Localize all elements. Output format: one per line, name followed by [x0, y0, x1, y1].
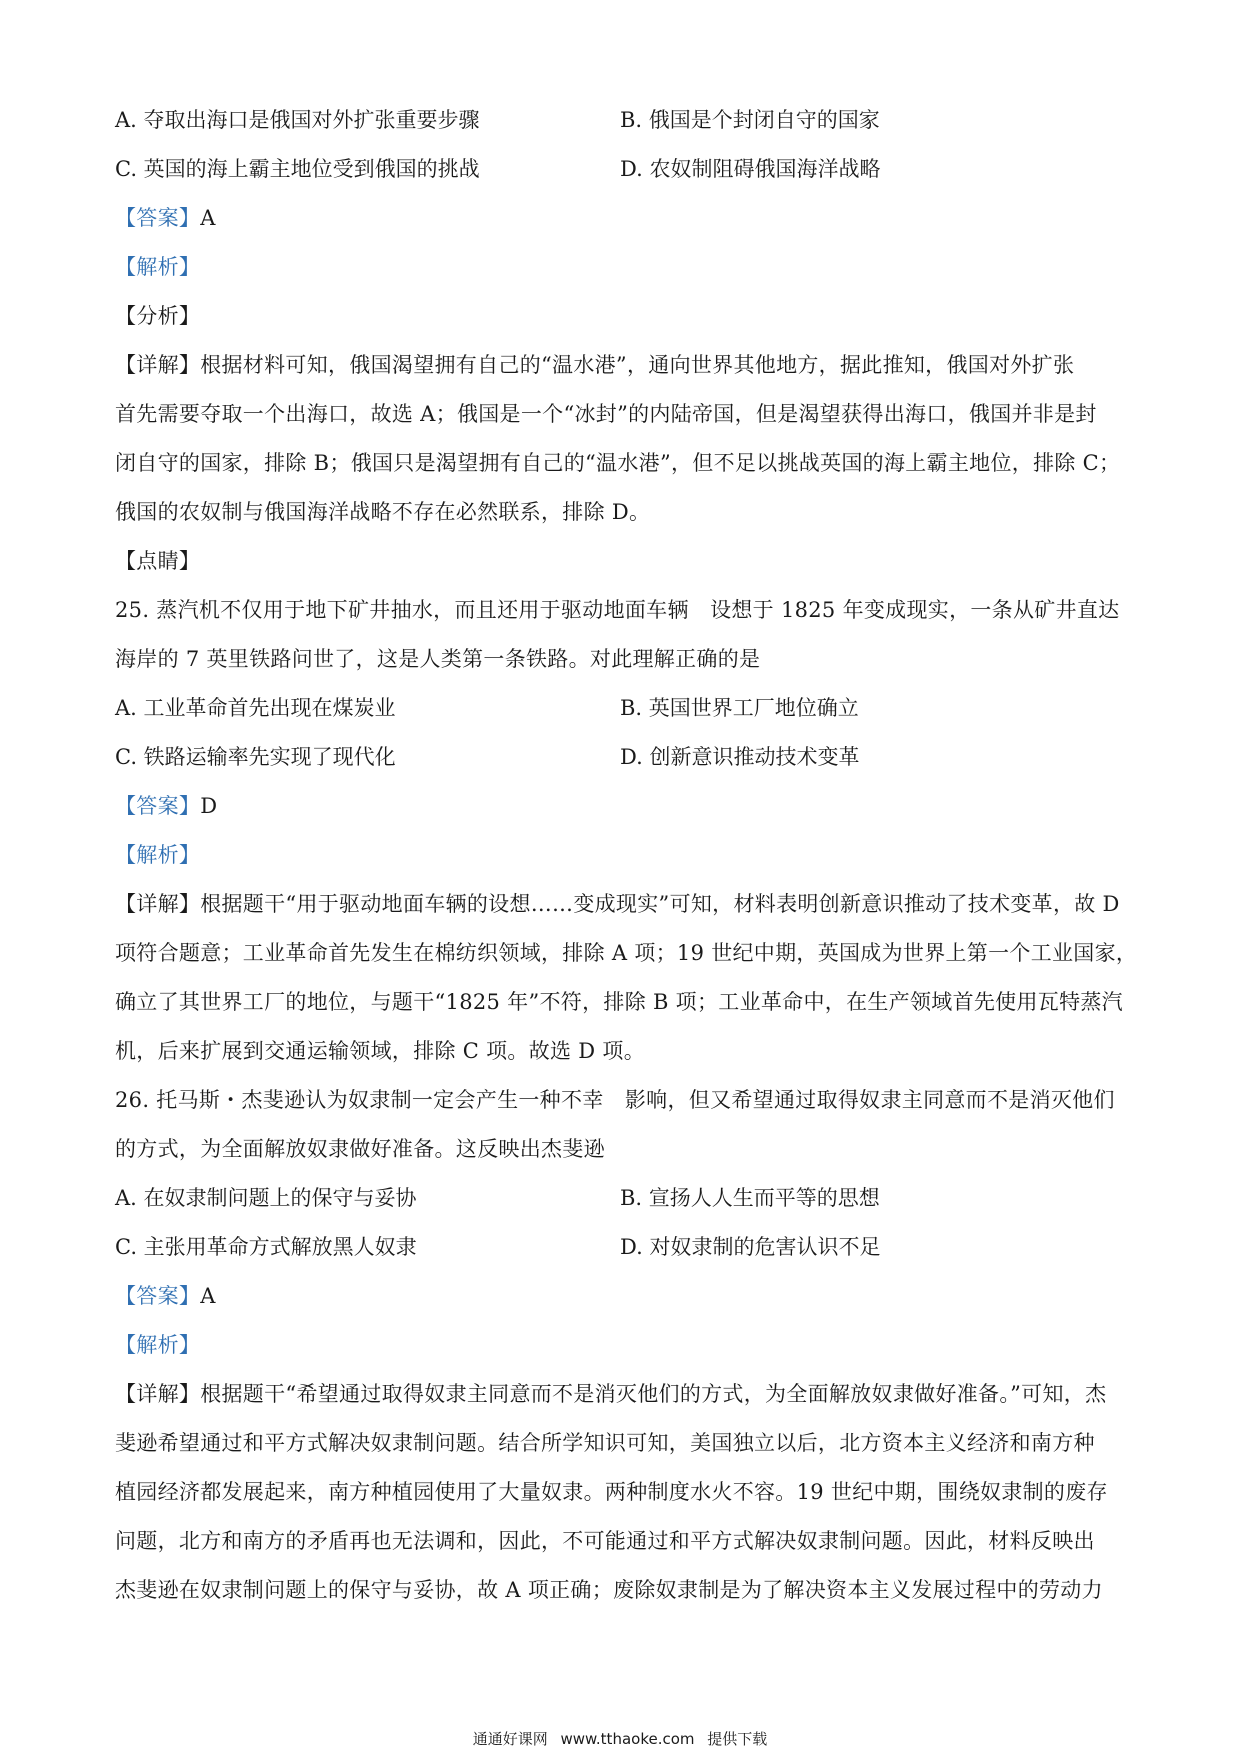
q25-stem-line-1: 25. 蒸汽机不仅用于地下矿井抽水，而且还用于驱动地面车辆 设想于 1825 年变成现实，一条从矿井直达 [115, 598, 1120, 622]
q26-analysis-heading [115, 1321, 1135, 1370]
detail-text: 根据题干“希望通过取得奴隶主同意而不是消灭他们的方式，为全面解放奴隶做好准备。”可知，杰 [200, 1382, 1107, 1406]
q24-option-b: B. 俄国是个封闭自守的国家 [620, 108, 880, 132]
answer-tag: 【答案】 [115, 206, 201, 230]
q25-detail-line-3: 确立了其世界工厂的地位，与题干“1825 年”不符，排除 B 项；工业革命中，在生产领域首先使用瓦特蒸汽 [115, 990, 1123, 1014]
q26-detail-line-4: 问题，北方和南方的矛盾再也无法调和，因此，不可能通过和平方式解决奴隶制问题。因此，材料反映出 [115, 1529, 1095, 1553]
q25-option-d: D. 创新意识推动技术变革 [620, 745, 860, 769]
q24-answer [115, 194, 1135, 243]
q26-option-c: C. 主张用革命方式解放黑人奴隶 [115, 1235, 417, 1259]
detail-tag: 【详解】 [115, 353, 201, 377]
answer-value: A [200, 206, 216, 230]
q24-detail-line-4: 俄国的农奴制与俄国海洋战略不存在必然联系，排除 D。 [115, 500, 651, 524]
page-footer [0, 1728, 1240, 1749]
q25-analysis-heading [115, 831, 1135, 880]
q25-detail-line-2: 项符合题意；工业革命首先发生在棉纺织领域，排除 A 项；19 世纪中期，英国成为世界上第一个工业国家， [115, 941, 1138, 965]
q26-answer [115, 1272, 1135, 1321]
q24-option-c: C. 英国的海上霸主地位受到俄国的挑战 [115, 157, 480, 181]
q25-detail-line-4: 机，后来扩展到交通运输领域，排除 C 项。故选 D 项。 [115, 1039, 646, 1063]
q24-option-a: A. 夺取出海口是俄国对外扩张重要步骤 [115, 108, 480, 132]
q25-answer [115, 782, 1135, 831]
detail-tag: 【详解】 [115, 1382, 201, 1406]
q25-options-row-2 [115, 733, 1135, 782]
q24-fenxi-heading [115, 292, 1135, 341]
q26-detail-line-3: 植园经济都发展起来，南方种植园使用了大量奴隶。两种制度水火不容。19 世纪中期，围绕奴隶制的废存 [115, 1480, 1108, 1504]
answer-value: D [200, 794, 218, 818]
q26-detail-line-5: 杰斐逊在奴隶制问题上的保守与妥协，故 A 项正确；废除奴隶制是为了解决资本主义发展过程中的劳动力 [115, 1578, 1103, 1602]
q24-option-d: D. 农奴制阻碍俄国海洋战略 [620, 157, 881, 181]
q25-option-c: C. 铁路运输率先实现了现代化 [115, 745, 396, 769]
q24-detail-line-2: 首先需要夺取一个出海口，故选 A；俄国是一个“冰封”的内陆帝国，但是渴望获得出海口，俄国并非是封 [115, 402, 1097, 426]
q24-options-row-2 [115, 145, 1135, 194]
q26-option-d: D. 对奴隶制的危害认识不足 [620, 1235, 881, 1259]
answer-value: A [200, 1284, 216, 1308]
footer-note: 提供下载 [707, 1730, 768, 1748]
analysis-tag: 【解析】 [115, 1333, 201, 1357]
footer-site-name: 通通好课网 [472, 1730, 548, 1748]
fenxi-tag: 【分析】 [115, 304, 201, 328]
q24-detail-line-3: 闭自守的国家，排除 B；俄国只是渴望拥有自己的“温水港”，但不足以挑战英国的海上霸主地位，排除 C； [115, 451, 1121, 475]
q26-detail-line-1 [115, 1370, 1135, 1419]
q24-dianjing-heading [115, 537, 1135, 586]
answer-tag: 【答案】 [115, 1284, 201, 1308]
q24-options-row-1 [115, 96, 1135, 145]
analysis-tag: 【解析】 [115, 255, 201, 279]
footer-url[interactable]: www.tthaoke.com [560, 1730, 695, 1748]
q24-detail-line-1 [115, 341, 1135, 390]
q26-stem-line-2: 的方式，为全面解放奴隶做好准备。这反映出杰斐逊 [115, 1137, 605, 1161]
q24-analysis-heading [115, 243, 1135, 292]
q26-stem-line-1: 26. 托马斯・杰斐逊认为奴隶制一定会产生一种不幸 影响，但又希望通过取得奴隶主同意而不是消灭他们 [115, 1088, 1115, 1112]
q26-detail-line-2: 斐逊希望通过和平方式解决奴隶制问题。结合所学知识可知，美国独立以后，北方资本主义经济和南方种 [115, 1431, 1095, 1455]
q25-options-row-1 [115, 684, 1135, 733]
answer-tag: 【答案】 [115, 794, 201, 818]
q26-options-row-1 [115, 1174, 1135, 1223]
q25-option-b: B. 英国世界工厂地位确立 [620, 696, 859, 720]
dianjing-tag: 【点睛】 [115, 549, 201, 573]
q25-detail-line-1 [115, 880, 1135, 929]
document-page [115, 96, 1138, 1615]
q26-options-row-2 [115, 1223, 1135, 1272]
detail-text: 根据材料可知，俄国渴望拥有自己的“温水港”，通向世界其他地方，据此推知，俄国对外扩张 [200, 353, 1075, 377]
q25-option-a: A. 工业革命首先出现在煤炭业 [115, 696, 396, 720]
q26-option-a: A. 在奴隶制问题上的保守与妥协 [115, 1186, 417, 1210]
q26-option-b: B. 宣扬人人生而平等的思想 [620, 1186, 880, 1210]
detail-text: 根据题干“用于驱动地面车辆的设想……变成现实”可知，材料表明创新意识推动了技术变革，故 D [200, 892, 1120, 916]
detail-tag: 【详解】 [115, 892, 201, 916]
q25-stem-line-2: 海岸的 7 英里铁路问世了，这是人类第一条铁路。对此理解正确的是 [115, 647, 761, 671]
analysis-tag: 【解析】 [115, 843, 201, 867]
